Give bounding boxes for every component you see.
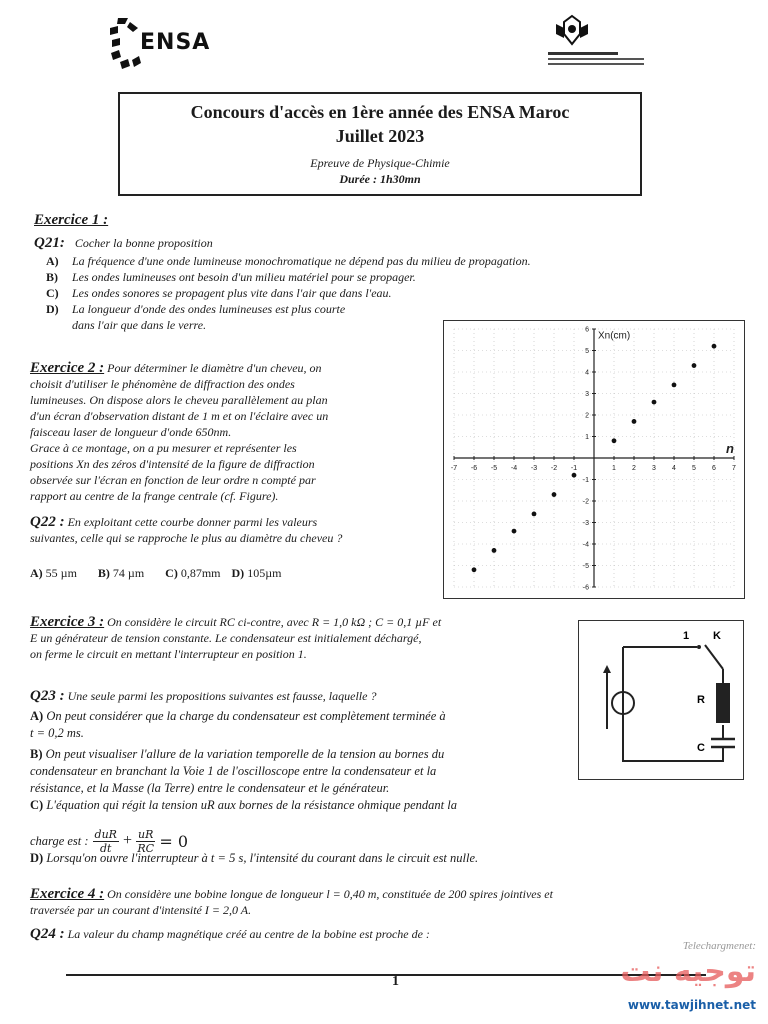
data-point (652, 400, 657, 405)
header-box (118, 92, 642, 196)
option-d: D) La longueur d'onde des ondes lumineuses est plus courte (46, 302, 346, 316)
x-tick-label: 7 (732, 465, 736, 472)
question-23-label: Q23 : (30, 688, 65, 704)
question-22-answers (30, 566, 281, 581)
equation-rhs: = 0 (159, 831, 189, 851)
data-point (572, 473, 577, 478)
exercise-2-line-2: choisit d'utiliser le phénomène de diffraction des ondes (30, 377, 295, 391)
y-tick-label: -5 (582, 563, 589, 570)
x-axis-label: n (726, 441, 734, 456)
option-b: B) Les ondes lumineuses ont besoin d'un milieu matériel pour se propager. (46, 270, 416, 284)
x-tick-label: 5 (692, 465, 696, 472)
y-tick-label: 6 (585, 326, 589, 334)
exercise-2-line-7: positions Xn des zéros d'intensité de la figure de diffraction (30, 457, 315, 471)
exercise-2-title: Exercice 2 : (30, 360, 105, 376)
ministry-crest (548, 14, 648, 74)
exercise-2-line-6: Grace à ce montage, on a pu mesurer et représenter les (30, 441, 297, 455)
q23-option-a: A) On peut considérer que la charge du condensateur est complètement terminée à (30, 709, 446, 723)
data-point (532, 512, 537, 517)
exercise-4-line-2: traversée par un courant d'intensité I = 2,0 A. (30, 903, 252, 917)
exercise-4-title: Exercice 4 : (30, 886, 105, 902)
diffraction-chart (443, 320, 745, 599)
exercise-3-block (30, 614, 570, 662)
ensa-logo-mark-icon (108, 16, 142, 72)
voltage-arrow-icon (603, 665, 611, 673)
equation-prefix: charge est : (30, 833, 89, 848)
question-22-line-2: suivantes, celle qui se rapproche le plus au diamètre du cheveu ? (30, 531, 343, 545)
exercise-1-title: Exercice 1 : (34, 212, 109, 228)
question-23-options (30, 708, 730, 814)
exercise-3-line-3: on ferme le circuit en mettant l'interrupteur en position 1. (30, 647, 307, 661)
q23-option-c: C) L'équation qui régit la tension uR aux bornes de la résistance ohmique pendant la (30, 798, 457, 812)
exam-date: Juillet 2023 (335, 126, 425, 146)
ensa-logo-text: ENSA (140, 30, 211, 55)
data-point (472, 567, 477, 572)
fraction-2: $\frac{uR}{RC}$ (137, 827, 155, 855)
royal-crest-icon (552, 14, 592, 48)
y-tick-label: -3 (582, 520, 589, 527)
question-23 (30, 688, 730, 704)
data-point (512, 529, 517, 534)
page-number: 1 (392, 974, 399, 989)
watermark-url: www.tawjihnet.net (627, 998, 756, 1012)
y-tick-label: -2 (582, 498, 589, 506)
question-22-label: Q22 : (30, 514, 65, 530)
diffraction-chart-svg (444, 321, 744, 598)
y-tick-label: -4 (582, 541, 589, 549)
y-tick-label: 4 (585, 369, 589, 377)
data-point (672, 383, 677, 388)
x-tick-label: -6 (470, 465, 478, 472)
exercise-3-line-2: E un générateur de tension constante. Le condensateur est initialement déchargé, (30, 631, 422, 645)
exercise-3-title: Exercice 3 : (30, 614, 105, 630)
x-tick-label: 3 (652, 465, 656, 472)
exercise-2-block (30, 360, 426, 504)
resistor-label: R (697, 694, 705, 706)
switch-position-label: 1 (683, 630, 690, 642)
x-tick-label: 2 (632, 465, 636, 472)
x-tick-label: -3 (530, 465, 538, 472)
y-tick-label: 1 (585, 434, 589, 441)
answer-a: A) 55 µm (30, 566, 77, 580)
option-a: A) La fréquence d'une onde lumineuse monochromatique ne dépend pas du milieu de propagation. (46, 254, 531, 268)
capacitor-label: C (697, 742, 705, 754)
y-axis-label: Xn(cm) (598, 330, 631, 342)
q23-option-b-line-2: condensateur en branchant la Voie 1 de l'oscilloscope entre la condensateur et la (30, 764, 437, 778)
x-tick-label: -1 (570, 465, 578, 472)
ministry-seal-text (548, 50, 648, 68)
x-tick-label: 1 (612, 465, 616, 472)
question-23-text: Une seule parmi les propositions suivantes est fausse, laquelle ? (67, 689, 377, 703)
answer-d: D) 105µm (231, 566, 282, 580)
y-tick-label: -1 (582, 477, 589, 484)
answer-c: C) 0,87mm (165, 566, 221, 580)
x-tick-label: -7 (450, 465, 458, 472)
exercise-2-line-4: d'un écran d'observation distant de 1 m et on l'éclaire avec un (30, 409, 329, 423)
exercise-2-line-3: lumineuses. On dispose alors le cheveu parallèlement au plan (30, 393, 328, 407)
x-tick-label: -2 (550, 465, 558, 472)
exercise-3-line-1: On considère le circuit RC ci-contre, avec R = 1,0 kΩ ; C = 0,1 µF et (107, 615, 442, 629)
option-c: C) Les ondes sonores se propagent plus vite dans l'air que dans l'eau. (46, 286, 392, 300)
exercise-4-block (30, 886, 750, 918)
exercise-2-line-5: faisceau laser de longueur d'onde 650nm. (30, 425, 232, 439)
q23-option-b-line-3: résistance, et la Masse (la Terre) entre le condensateur et le générateur. (30, 781, 390, 795)
question-22 (30, 514, 440, 546)
exercise-2-line-9: rapport au centre de la frange centrale (cf. Figure). (30, 489, 279, 503)
watermark-logo (590, 940, 760, 1020)
data-point (612, 438, 617, 443)
y-tick-label: 3 (585, 391, 589, 398)
switch-blade (705, 645, 723, 669)
data-point (692, 363, 697, 368)
question-24-label: Q24 : (30, 926, 65, 942)
y-tick-label: 5 (585, 348, 589, 355)
fraction-1: duR dt (94, 827, 117, 855)
question-21-label: Q21: (34, 235, 65, 251)
question-21-text: Cocher la bonne proposition (74, 236, 213, 250)
watermark-download-label: Telechargmenet: (682, 940, 756, 952)
data-point (552, 492, 557, 497)
data-point (492, 548, 497, 553)
watermark-brand: توجيه نت (620, 954, 756, 989)
exam-subject: Epreuve de Physique-Chimie (310, 156, 450, 170)
exercise-2-line-1: Exercice 2 : Pour déterminer le diamètre d'un cheveu, on (30, 360, 322, 376)
x-tick-label: 4 (672, 465, 676, 472)
question-22-line-1: En exploitant cette courbe donner parmi les valeurs (67, 515, 318, 529)
q23-option-a-line-2: t = 0,2 ms. (30, 726, 84, 740)
exam-title: Concours d'accès en 1ère année des ENSA Maroc (190, 102, 570, 122)
ensa-logo (108, 14, 228, 76)
q23-option-b: B) On peut visualiser l'allure de la variation temporelle de la tension au bornes du (30, 747, 445, 761)
option-d-continued: dans l'air que dans le verre. (72, 318, 207, 332)
y-tick-label: -6 (582, 584, 589, 592)
exercise-4-line-1: On considère une bobine longue de longueur l = 0,40 m, constituée de 200 spires jointives et (107, 887, 553, 901)
q23-option-d: D) Lorsqu'on ouvre l'interrupteur à t = 5 s, l'intensité du courant dans le circuit est nulle. (30, 851, 479, 865)
y-tick-label: 2 (585, 412, 589, 420)
exam-duration: Durée : 1h30mn (339, 172, 421, 186)
x-tick-label: -4 (510, 465, 518, 472)
exercise-2-line-8: observée sur l'écran en fonction de leur ordre n compté par (30, 473, 316, 487)
x-tick-label: -5 (490, 465, 498, 472)
equation-plus: + (122, 832, 132, 849)
question-21 (34, 234, 213, 252)
switch-label: K (713, 630, 721, 642)
data-point (712, 344, 717, 349)
question-24-text: La valeur du champ magnétique créé au centre de la bobine est proche de : (67, 927, 430, 941)
answer-b: B) 74 µm (97, 566, 145, 580)
x-tick-label: 6 (712, 465, 716, 472)
data-point (632, 419, 637, 424)
